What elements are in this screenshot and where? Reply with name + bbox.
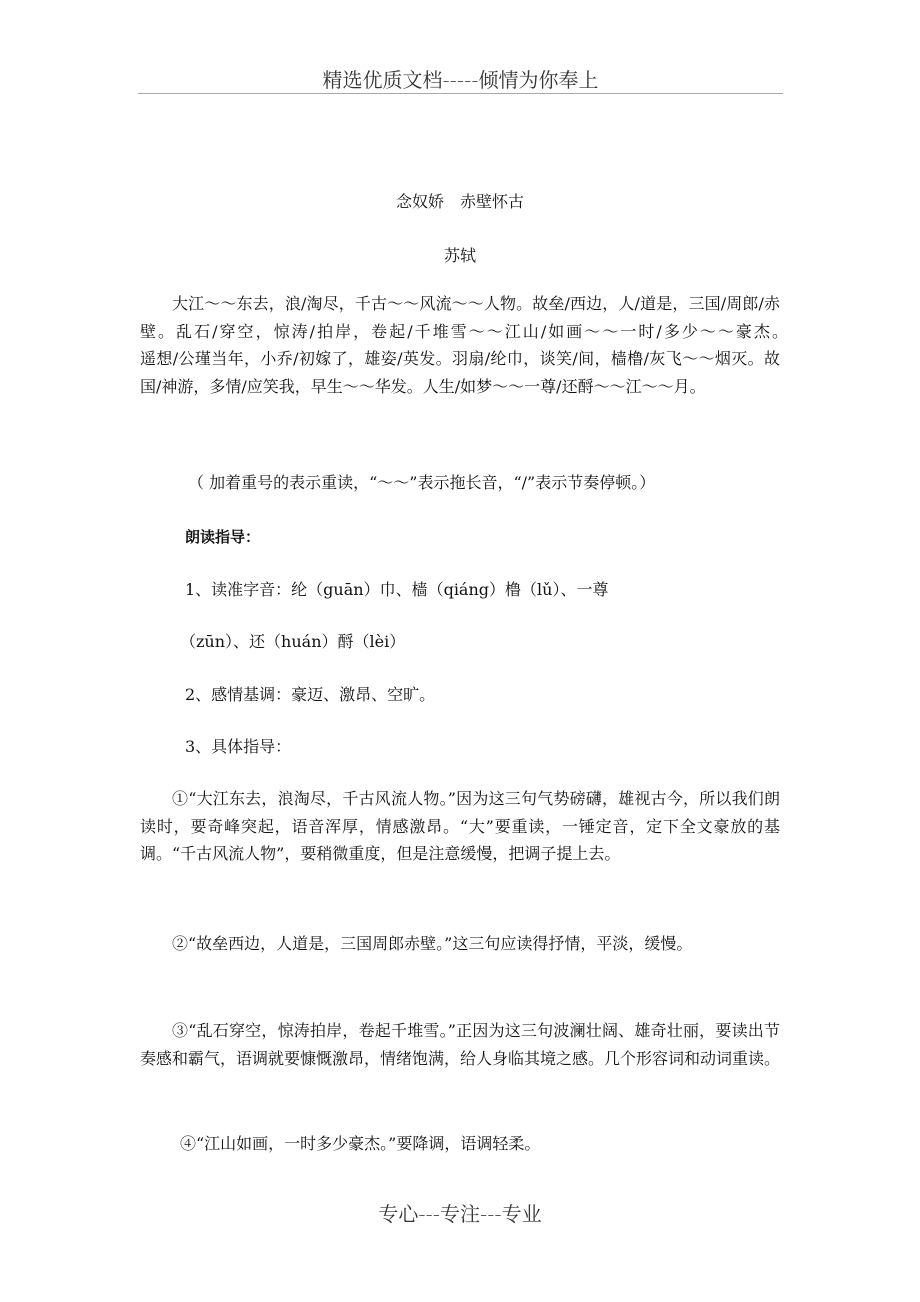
header-divider bbox=[138, 93, 783, 94]
pronunciation-line-1: 1、读准字音：纶（guān）巾、樯（qiáng）橹（lǔ）、一尊 bbox=[185, 580, 609, 599]
specific-guidance-heading: 3、具体指导： bbox=[185, 737, 292, 756]
pronunciation-line-2: （zūn）、还（huán）酹（lèi） bbox=[180, 632, 406, 651]
guidance-item-4: ④“江山如画，一时多少豪杰。”要降调，语调轻柔。 bbox=[180, 1134, 541, 1153]
poem-title: 念奴娇 赤壁怀古 bbox=[395, 192, 524, 211]
annotation-note: （ 加着重号的表示重读，“～～”表示拖长音，“/”表示节奏停顿。） bbox=[188, 473, 656, 492]
poem-author: 苏轼 bbox=[443, 246, 476, 265]
guidance-item-3: ③“乱石穿空，惊涛拍岸，卷起千堆雪。”正因为这三句波澜壮阔、雄奇壮丽，要读出节奏感和霸气，语调就要慷慨激昂，情绪饱满，给人身临其境之感。几个形容词和动词重读。 bbox=[140, 1021, 781, 1068]
page-footer: 专心---专注---专业 bbox=[378, 1202, 542, 1226]
poem-body: 大江～～东去，浪/淘尽，千古～～风流～～人物。故垒/西边，人/道是，三国/周郎/赤壁。乱石/穿空，惊涛/拍岸，卷起/千堆雪～～江山/如画～～一时/多少～～豪杰。 遥想/公瑾当年，小乔/初嫁了，雄姿/英发。羽扇/纶巾，谈笑/间，樯橹/灰飞～～烟灭。故国/神游，多情/应笑我，早生～～华发。人生/如梦～～一尊/还酹～～江～～月。 bbox=[140, 294, 845, 396]
emotional-tone: 2、感情基调：豪迈、激昂、空旷。 bbox=[185, 685, 436, 704]
guidance-item-1: ①“大江东去，浪淘尽，千古风流人物。”因为这三句气势磅礴，雄视古今，所以我们朗读时，要奇峰突起，语音浑厚，情感激昂。“大”要重读，一锤定音，定下全文豪放的基调。“千古风流人物”，要稍微重度，但是注意缓慢，把调子提上去。 bbox=[140, 789, 780, 863]
guide-heading: 朗读指导： bbox=[185, 528, 261, 546]
guidance-item-2: ②“故垒西边，人道是，三国周郎赤壁。”这三句应读得抒情，平淡，缓慢。 bbox=[172, 934, 693, 953]
page-header: 精选优质文档-----倾情为你奉上 bbox=[322, 68, 599, 92]
